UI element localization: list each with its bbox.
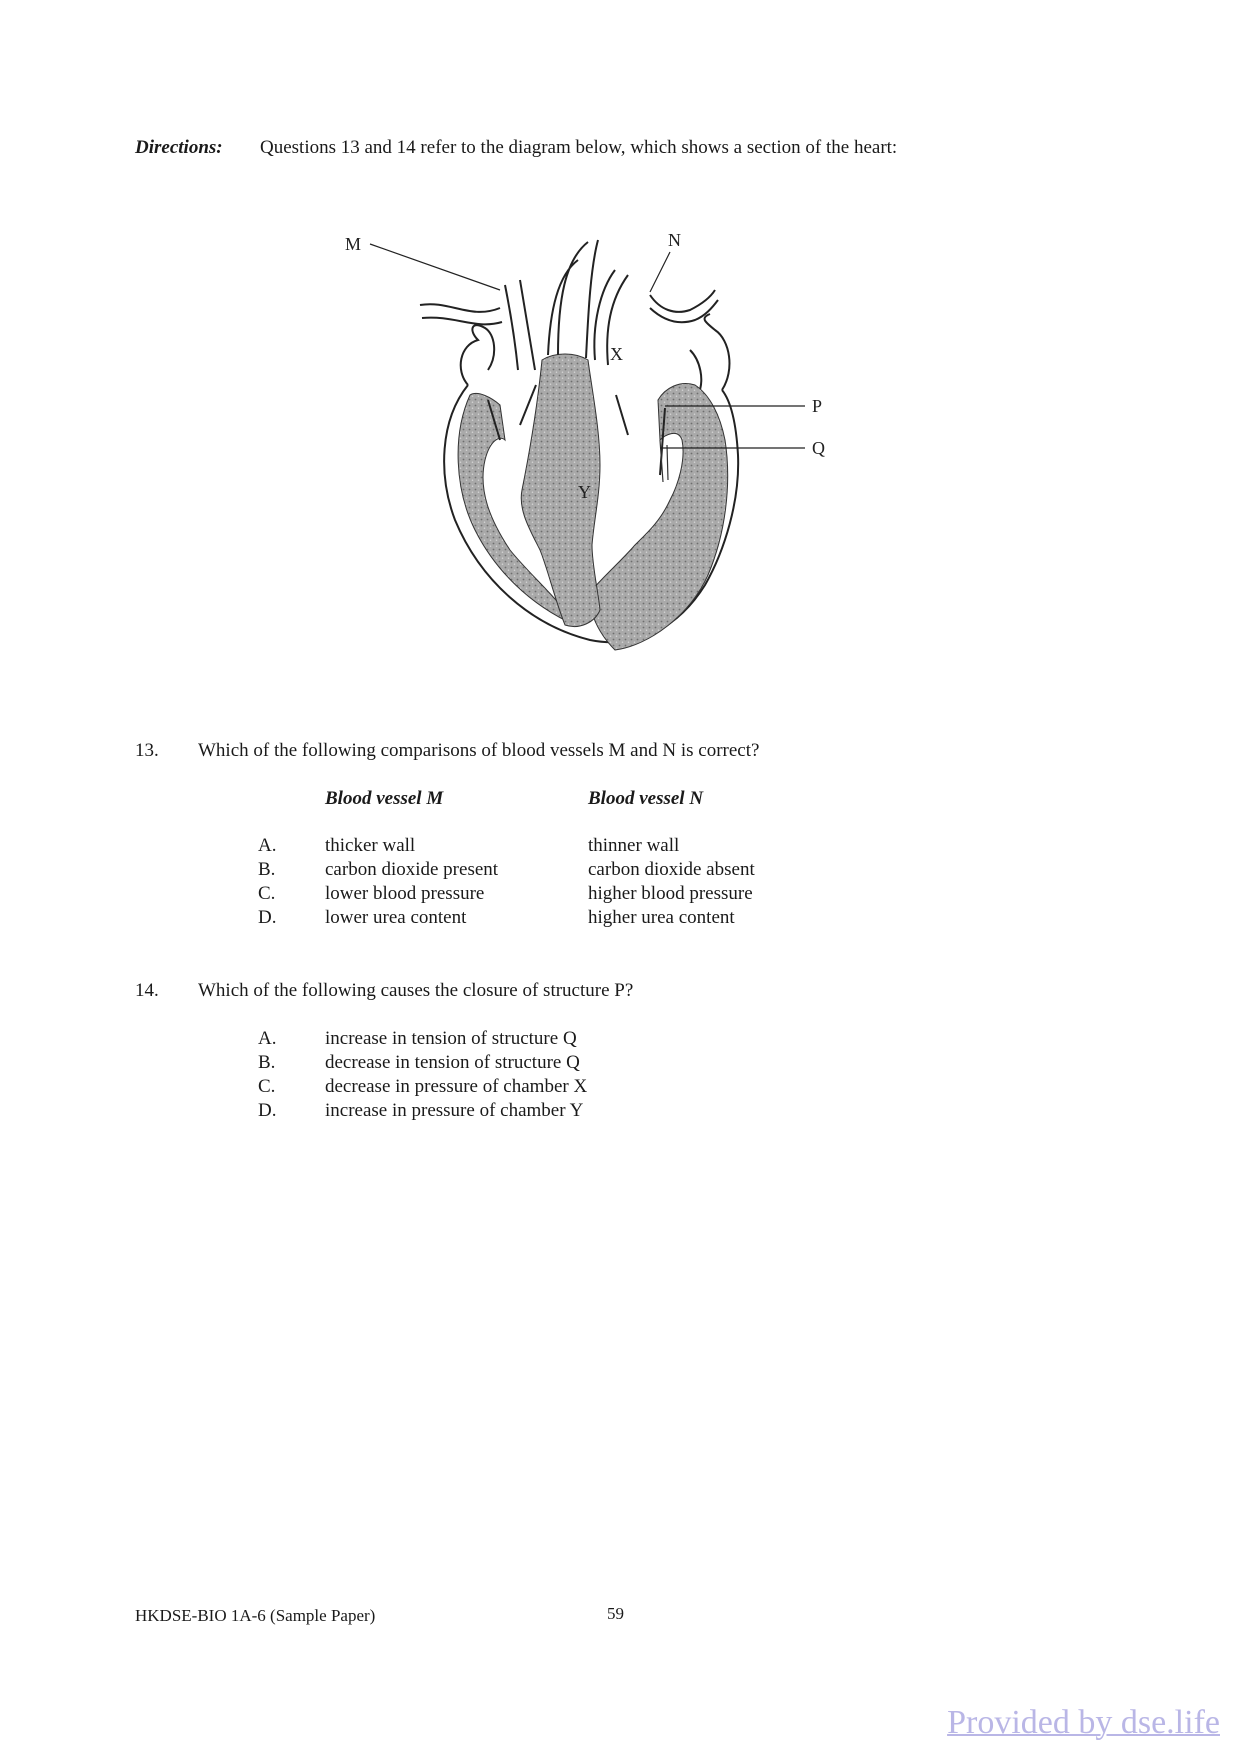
q13-option-m: carbon dioxide present	[325, 859, 499, 880]
bicuspid-valve	[616, 395, 665, 475]
heart-diagram	[345, 230, 880, 680]
q13-option-m: lower urea content	[325, 907, 467, 928]
q14-option-text: decrease in tension of structure Q	[325, 1052, 580, 1073]
q13-option-n: carbon dioxide absent	[588, 859, 755, 880]
directions-text: Questions 13 and 14 refer to the diagram below, which shows a section of the heart:	[260, 137, 898, 158]
q14-text: Which of the following causes the closure of structure P?	[198, 980, 634, 1001]
aorta	[548, 240, 598, 358]
directions-label: Directions:	[135, 137, 223, 158]
pointer-n	[650, 252, 670, 292]
left-atrium-outline	[461, 325, 494, 385]
q13-option-m: thicker wall	[325, 835, 416, 856]
watermark-link[interactable]: Provided by dse.life	[947, 1704, 1220, 1741]
label-n: N	[668, 230, 681, 250]
q13-option-n: higher blood pressure	[588, 883, 753, 904]
label-q: Q	[812, 438, 825, 458]
pulmonary-vein	[650, 290, 718, 322]
q13-number: 13.	[135, 740, 159, 761]
q13-option-letter: D.	[258, 907, 277, 928]
q13-option-letter: B.	[258, 859, 276, 880]
label-x: X	[610, 344, 623, 364]
page-number: 59	[607, 1604, 624, 1623]
q13-option-letter: C.	[258, 883, 276, 904]
pulmonary-artery	[505, 280, 535, 370]
pointer-m	[370, 244, 500, 290]
label-m: M	[345, 234, 362, 254]
q13-column-n: Blood vessel N	[588, 788, 704, 809]
q14-option-letter: C.	[258, 1076, 276, 1097]
q13-option-n: thinner wall	[588, 835, 680, 856]
q13-option-n: higher urea content	[588, 907, 735, 928]
q13-column-m: Blood vessel M	[325, 788, 444, 809]
q13-text: Which of the following comparisons of blood vessels M and N is correct?	[198, 740, 760, 761]
q14-option-letter: A.	[258, 1028, 277, 1049]
right-atrium-outline	[690, 314, 729, 395]
q14-option-text: increase in tension of structure Q	[325, 1028, 577, 1049]
vena-cava	[420, 304, 502, 324]
label-y: Y	[578, 482, 591, 502]
label-p: P	[812, 396, 823, 416]
q14-option-letter: D.	[258, 1100, 277, 1121]
q14-option-text: increase in pressure of chamber Y	[325, 1100, 584, 1121]
left-ventricle-wall	[590, 383, 728, 650]
footer-code: HKDSE-BIO 1A-6 (Sample Paper)	[135, 1606, 376, 1625]
q13-option-m: lower blood pressure	[325, 883, 485, 904]
q14-option-text: decrease in pressure of chamber X	[325, 1076, 588, 1097]
q14-number: 14.	[135, 980, 159, 1001]
q14-option-letter: B.	[258, 1052, 276, 1073]
q13-option-letter: A.	[258, 835, 277, 856]
